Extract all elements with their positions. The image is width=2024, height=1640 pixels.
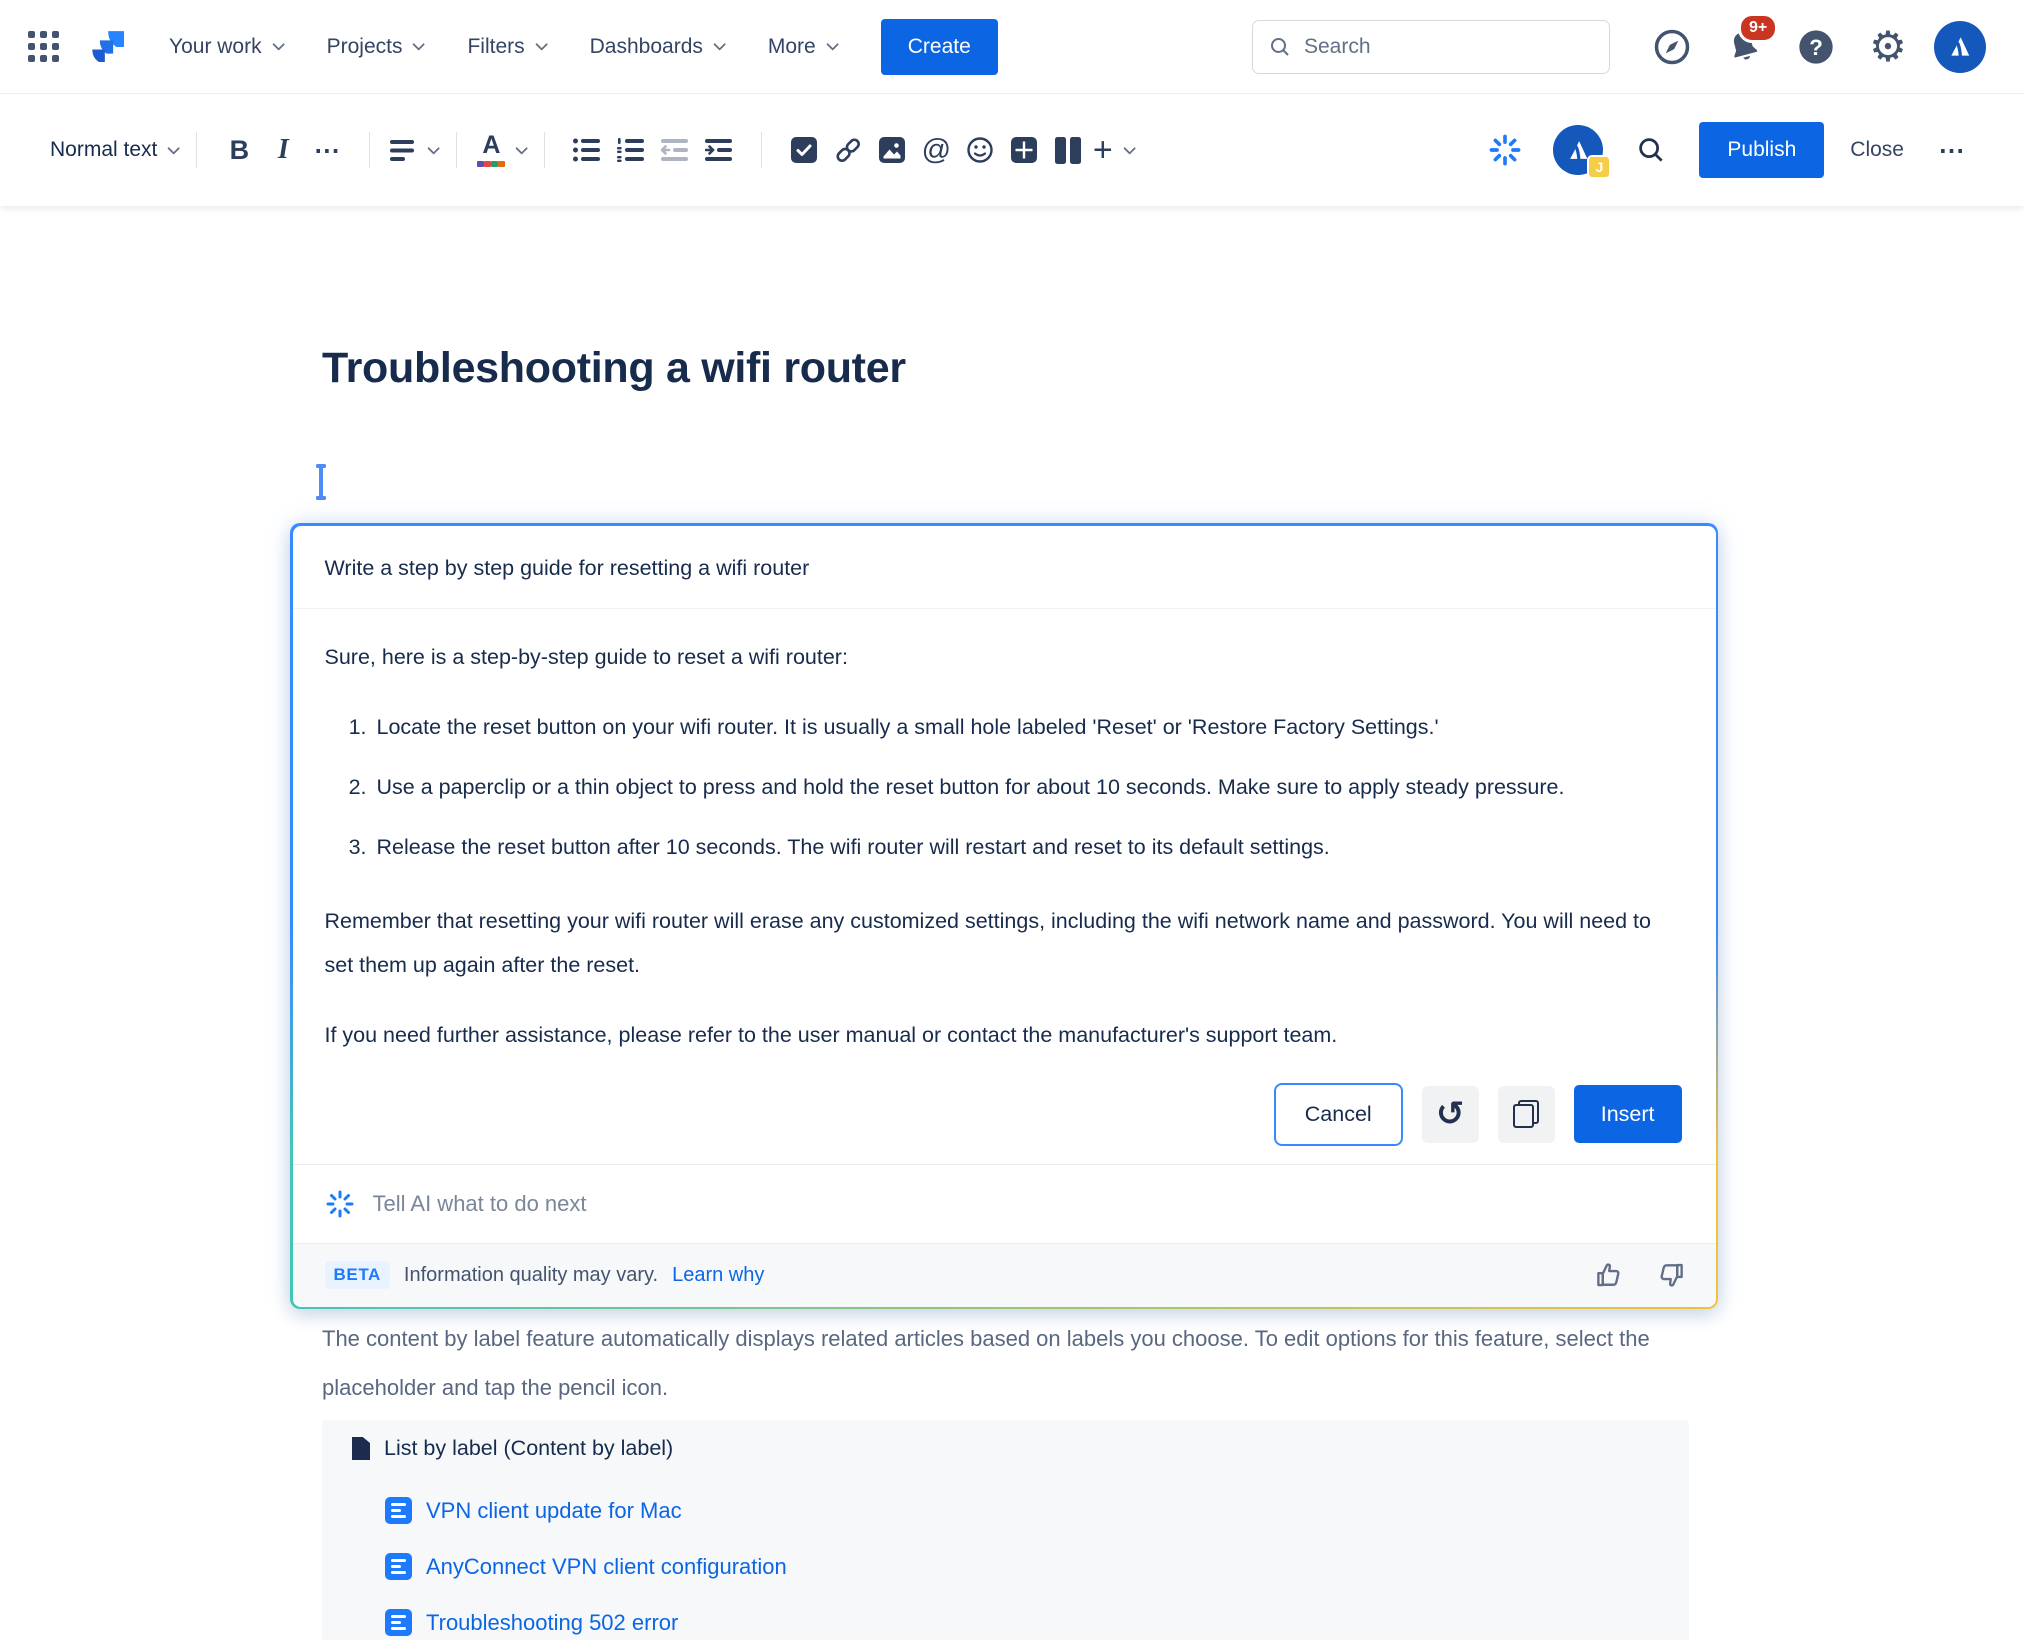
toolbar-divider [761, 132, 762, 168]
ai-followup-input[interactable] [293, 1164, 1716, 1243]
nav-menu-label: Projects [326, 34, 403, 58]
toolbar-divider [544, 132, 545, 168]
app-switcher-icon[interactable] [28, 31, 59, 62]
chevron-down-icon [1123, 142, 1136, 155]
nav-menu-dashboards[interactable] [590, 35, 722, 59]
ai-response-step: 2. Use a paperclip or a thin object to press and hold the reset button for about 10 seconds. Make sure to apply steady pressure. [373, 765, 1682, 809]
table-icon [1011, 137, 1037, 163]
text-align-dropdown[interactable] [390, 124, 436, 176]
collaborator-avatar[interactable] [1553, 125, 1603, 175]
mention-button[interactable]: @ [921, 133, 952, 166]
ai-sparkle-icon [1488, 133, 1522, 167]
nav-menu-your-work[interactable] [169, 35, 281, 59]
search-icon [1268, 35, 1292, 59]
related-article-link[interactable] [385, 1497, 1659, 1524]
publish-button[interactable]: Publish [1699, 122, 1824, 178]
text-style-dropdown[interactable] [50, 124, 176, 176]
image-icon [879, 137, 905, 163]
cancel-button[interactable]: Cancel [1274, 1083, 1403, 1146]
ai-response-steps [325, 705, 1682, 869]
search-icon [1636, 135, 1666, 165]
bold-button[interactable]: B [229, 134, 250, 165]
document-icon [385, 1553, 412, 1580]
macro-header [352, 1436, 1659, 1461]
ai-response-note: If you need further assistance, please refer to the user manual or contact the manufacturer's support team. [324, 1022, 1338, 1047]
chevron-down-icon [272, 38, 285, 51]
columns-icon [1054, 137, 1082, 164]
nav-menu-label: Filters [467, 34, 525, 58]
outdent-icon [661, 139, 689, 161]
ai-disclaimer: Information quality may vary. [403, 1263, 659, 1286]
nav-menu-label: More [767, 34, 816, 58]
insert-dropdown[interactable]: + [1090, 124, 1134, 176]
indent-icon [705, 139, 733, 161]
learn-why-link[interactable]: Learn why [672, 1263, 765, 1286]
text-caret [319, 464, 323, 500]
top-navigation [0, 0, 2024, 94]
nav-menu-projects[interactable] [327, 35, 422, 59]
svg-text:?: ? [1809, 34, 1823, 60]
layout-columns-button[interactable] [1046, 124, 1090, 176]
ai-response [293, 609, 1716, 1164]
chevron-down-icon [713, 38, 726, 51]
thumbs-down-icon [1656, 1260, 1686, 1290]
ai-sparkle-icon [325, 1189, 355, 1219]
page-title[interactable]: Troubleshooting a wifi router [322, 344, 906, 392]
table-button[interactable] [1002, 124, 1046, 176]
ai-footer [293, 1243, 1716, 1307]
thumbs-down-button[interactable] [1656, 1260, 1686, 1290]
related-article-link[interactable] [385, 1609, 1659, 1636]
numbered-list-button[interactable] [609, 124, 653, 176]
article-link-label: AnyConnect VPN client configuration [426, 1553, 787, 1579]
help-button[interactable] [1780, 17, 1852, 77]
emoji-button[interactable] [958, 124, 1002, 176]
document-icon [385, 1497, 412, 1524]
chevron-down-icon [168, 142, 181, 155]
bullet-list-button[interactable] [565, 124, 609, 176]
thumbs-up-button[interactable] [1594, 1260, 1624, 1290]
chevron-down-icon [826, 38, 839, 51]
numbered-list-icon [617, 138, 645, 162]
ai-action-bar [325, 1083, 1682, 1146]
toolbar-divider [369, 132, 370, 168]
more-actions-button[interactable]: ⋯ [1938, 134, 1966, 165]
task-list-button[interactable] [782, 124, 826, 176]
discover-button[interactable] [1636, 17, 1708, 77]
avatar [1934, 21, 1986, 73]
ai-followup-placeholder: Tell AI what to do next [372, 1190, 587, 1216]
ai-assistant-panel [290, 523, 1718, 1309]
editor-toolbar [0, 94, 2024, 206]
collaborator-initial-badge: J [1587, 155, 1611, 179]
text-style-label: Normal text [50, 138, 158, 161]
settings-button[interactable] [1852, 17, 1924, 77]
jira-logo-icon[interactable] [89, 27, 129, 67]
document-icon [385, 1609, 412, 1636]
nav-menu-label: Your work [169, 34, 262, 58]
article-link-label: Troubleshooting 502 error [426, 1609, 679, 1635]
create-button[interactable]: Create [881, 19, 998, 75]
chevron-down-icon [516, 142, 529, 155]
content-by-label-macro[interactable] [322, 1420, 1689, 1640]
link-icon [833, 135, 863, 165]
chevron-down-icon [428, 142, 441, 155]
checkbox-icon [791, 137, 817, 163]
more-formatting-button[interactable]: ⋯ [313, 134, 341, 165]
editor-content [0, 206, 2024, 1640]
page-icon [352, 1437, 370, 1460]
regenerate-button[interactable] [1422, 1086, 1479, 1143]
ai-response-step: 1. Locate the reset button on your wifi router. It is usually a small hole labeled 'Reset' or 'Restore Factory Settings.' [373, 705, 1682, 749]
ai-response-step: 3. Release the reset button after 10 seconds. The wifi router will restart and reset to its default settings. [373, 825, 1682, 869]
link-button[interactable] [826, 124, 870, 176]
outdent-button [653, 124, 697, 176]
italic-button[interactable]: I [277, 134, 289, 165]
chevron-down-icon [413, 38, 426, 51]
text-color-dropdown[interactable] [477, 124, 524, 176]
text-color-icon: A [477, 133, 505, 167]
chevron-down-icon [535, 38, 548, 51]
toolbar-divider [456, 132, 457, 168]
profile-button[interactable] [1924, 17, 1996, 77]
ai-response-note: Remember that resetting your wifi router will erase any customized settings, including the wifi network name and password. You will need to set them up again after the reset. [324, 908, 1651, 977]
retry-icon: ↺ [1435, 1094, 1465, 1134]
global-search[interactable] [1252, 20, 1610, 74]
align-left-icon [390, 140, 417, 161]
compass-icon [1652, 27, 1692, 67]
related-article-link[interactable] [385, 1553, 1659, 1580]
copy-button[interactable] [1498, 1086, 1555, 1143]
indent-button[interactable] [697, 124, 741, 176]
search-input[interactable] [1304, 35, 1594, 59]
nav-menu-more[interactable] [768, 35, 835, 59]
nav-menu-filters[interactable] [467, 35, 543, 59]
article-link-label: VPN client update for Mac [426, 1497, 682, 1523]
emoji-icon [966, 136, 994, 164]
copy-icon [1513, 1100, 1539, 1128]
close-button[interactable]: Close [1850, 138, 1904, 161]
find-replace-button[interactable] [1629, 124, 1673, 176]
beta-badge: BETA [325, 1261, 390, 1289]
help-icon [1796, 27, 1836, 67]
topnav-right-cluster [1252, 17, 1996, 77]
bullet-list-icon [573, 138, 601, 162]
toolbar-divider [196, 132, 197, 168]
nav-menu-label: Dashboards [589, 34, 703, 58]
ai-response-intro: Sure, here is a step-by-step guide to reset a wifi router: [324, 644, 848, 669]
ai-button[interactable] [1483, 124, 1527, 176]
notifications-button[interactable] [1708, 17, 1780, 77]
toolbar-right-cluster [1483, 122, 1974, 178]
notification-count-badge: 9+ [1738, 13, 1778, 43]
macro-title: List by label (Content by label) [384, 1436, 674, 1460]
image-button[interactable] [870, 124, 914, 176]
insert-button[interactable]: Insert [1574, 1085, 1682, 1143]
body-paragraph: The content by label feature automatically displays related articles based on labels you choose. To edit options for this feature, select the placeholder and tap the pencil icon. [322, 1326, 1650, 1400]
gear-icon: ⚙ [1869, 21, 1907, 71]
thumbs-up-icon [1594, 1260, 1624, 1290]
ai-prompt-text[interactable]: Write a step by step guide for resetting a wifi router [293, 526, 1716, 609]
